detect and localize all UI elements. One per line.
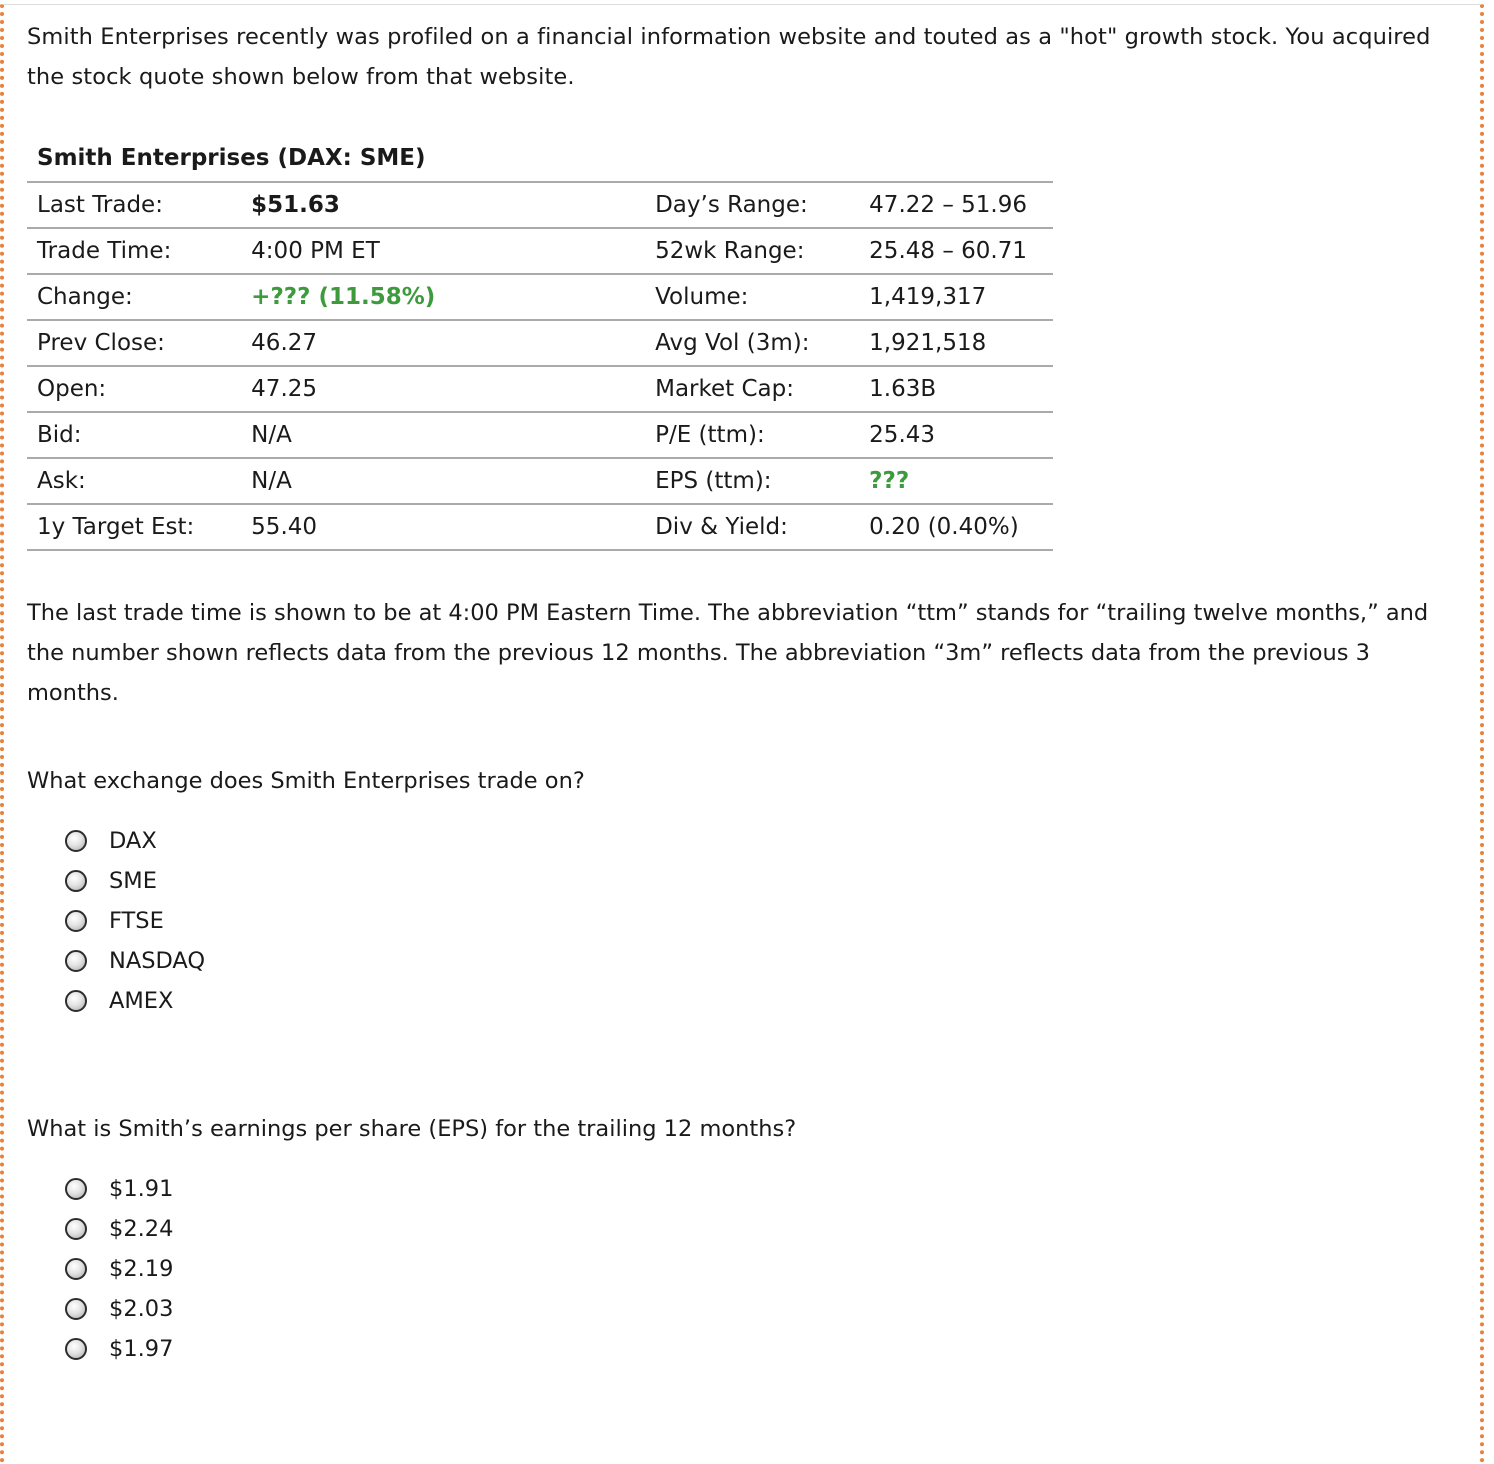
radio-button[interactable]	[65, 1218, 87, 1240]
answer-option[interactable]	[65, 941, 1447, 981]
radio-button[interactable]	[65, 870, 87, 892]
radio-button[interactable]	[65, 990, 87, 1012]
intro-text: Smith Enterprises recently was profiled on a financial information website and touted as a "hot" growth stock. You acquired the stock quote shown below from that website.	[27, 24, 1431, 90]
table-row	[27, 412, 1053, 458]
value-trade-time: 4:00 PM ET	[251, 228, 655, 274]
radio-button[interactable]	[65, 1178, 87, 1200]
option-label: AMEX	[109, 988, 174, 1014]
option-label: $1.97	[109, 1336, 174, 1362]
value-52wk-range: 25.48 – 60.71	[869, 228, 1053, 274]
answer-option[interactable]	[65, 1209, 1447, 1249]
answer-option[interactable]	[65, 981, 1447, 1021]
stock-quote-table	[27, 181, 1053, 551]
table-row	[27, 274, 1053, 320]
explanation-text: The last trade time is shown to be at 4:00 PM Eastern Time. The abbreviation “ttm” stands for “trailing twelve months,” and the number shown reflects data from the previous 12 months. The abbreviation “3m” reflects data from the previous 3 months.	[27, 600, 1429, 706]
value-div-yield: 0.20 (0.40%)	[869, 504, 1053, 550]
label-avg-vol: Avg Vol (3m):	[655, 320, 869, 366]
answer-option[interactable]	[65, 901, 1447, 941]
question-2-options	[65, 1169, 1447, 1369]
label-open: Open:	[27, 366, 251, 412]
table-row	[27, 320, 1053, 366]
answer-option[interactable]	[65, 1289, 1447, 1329]
option-label: $1.91	[109, 1176, 174, 1202]
value-pe: 25.43	[869, 412, 1053, 458]
value-volume: 1,419,317	[869, 274, 1053, 320]
label-volume: Volume:	[655, 274, 869, 320]
value-days-range: 47.22 – 51.96	[869, 182, 1053, 228]
radio-button[interactable]	[65, 1258, 87, 1280]
label-eps: EPS (ttm):	[655, 458, 869, 504]
option-label: $2.24	[109, 1216, 174, 1242]
label-ask: Ask:	[27, 458, 251, 504]
radio-button[interactable]	[65, 950, 87, 972]
label-pe: P/E (ttm):	[655, 412, 869, 458]
table-row	[27, 182, 1053, 228]
value-avg-vol: 1,921,518	[869, 320, 1053, 366]
radio-button[interactable]	[65, 1338, 87, 1360]
answer-option[interactable]	[65, 1249, 1447, 1289]
option-label: $2.19	[109, 1256, 174, 1282]
value-change: +??? (11.58%)	[251, 274, 655, 320]
answer-option[interactable]	[65, 1169, 1447, 1209]
table-row	[27, 504, 1053, 550]
value-bid: N/A	[251, 412, 655, 458]
label-prev-close: Prev Close:	[27, 320, 251, 366]
radio-button[interactable]	[65, 910, 87, 932]
value-eps: ???	[869, 458, 1053, 504]
option-label: FTSE	[109, 908, 164, 934]
value-prev-close: 46.27	[251, 320, 655, 366]
question-content	[27, 17, 1447, 1369]
value-last-trade: $51.63	[251, 182, 655, 228]
option-label: SME	[109, 868, 157, 894]
radio-button[interactable]	[65, 1298, 87, 1320]
table-row	[27, 228, 1053, 274]
label-target-est: 1y Target Est:	[27, 504, 251, 550]
answer-option[interactable]	[65, 861, 1447, 901]
value-ask: N/A	[251, 458, 655, 504]
option-label: NASDAQ	[109, 948, 206, 974]
value-target-est: 55.40	[251, 504, 655, 550]
label-bid: Bid:	[27, 412, 251, 458]
question-2-prompt: What is Smith’s earnings per share (EPS) for the trailing 12 months?	[27, 1116, 797, 1142]
label-change: Change:	[27, 274, 251, 320]
label-trade-time: Trade Time:	[27, 228, 251, 274]
option-label: $2.03	[109, 1296, 174, 1322]
label-div-yield: Div & Yield:	[655, 504, 869, 550]
radio-button[interactable]	[65, 830, 87, 852]
table-row	[27, 458, 1053, 504]
option-label: DAX	[109, 828, 157, 854]
label-last-trade: Last Trade:	[27, 182, 251, 228]
quote-title: Smith Enterprises (DAX: SME)	[37, 145, 426, 171]
value-open: 47.25	[251, 366, 655, 412]
table-row	[27, 366, 1053, 412]
label-market-cap: Market Cap:	[655, 366, 869, 412]
question-1-options	[65, 821, 1447, 1021]
label-days-range: Day’s Range:	[655, 182, 869, 228]
value-market-cap: 1.63B	[869, 366, 1053, 412]
label-52wk-range: 52wk Range:	[655, 228, 869, 274]
answer-option[interactable]	[65, 1329, 1447, 1369]
question-1-prompt: What exchange does Smith Enterprises trade on?	[27, 768, 585, 794]
answer-option[interactable]	[65, 821, 1447, 861]
